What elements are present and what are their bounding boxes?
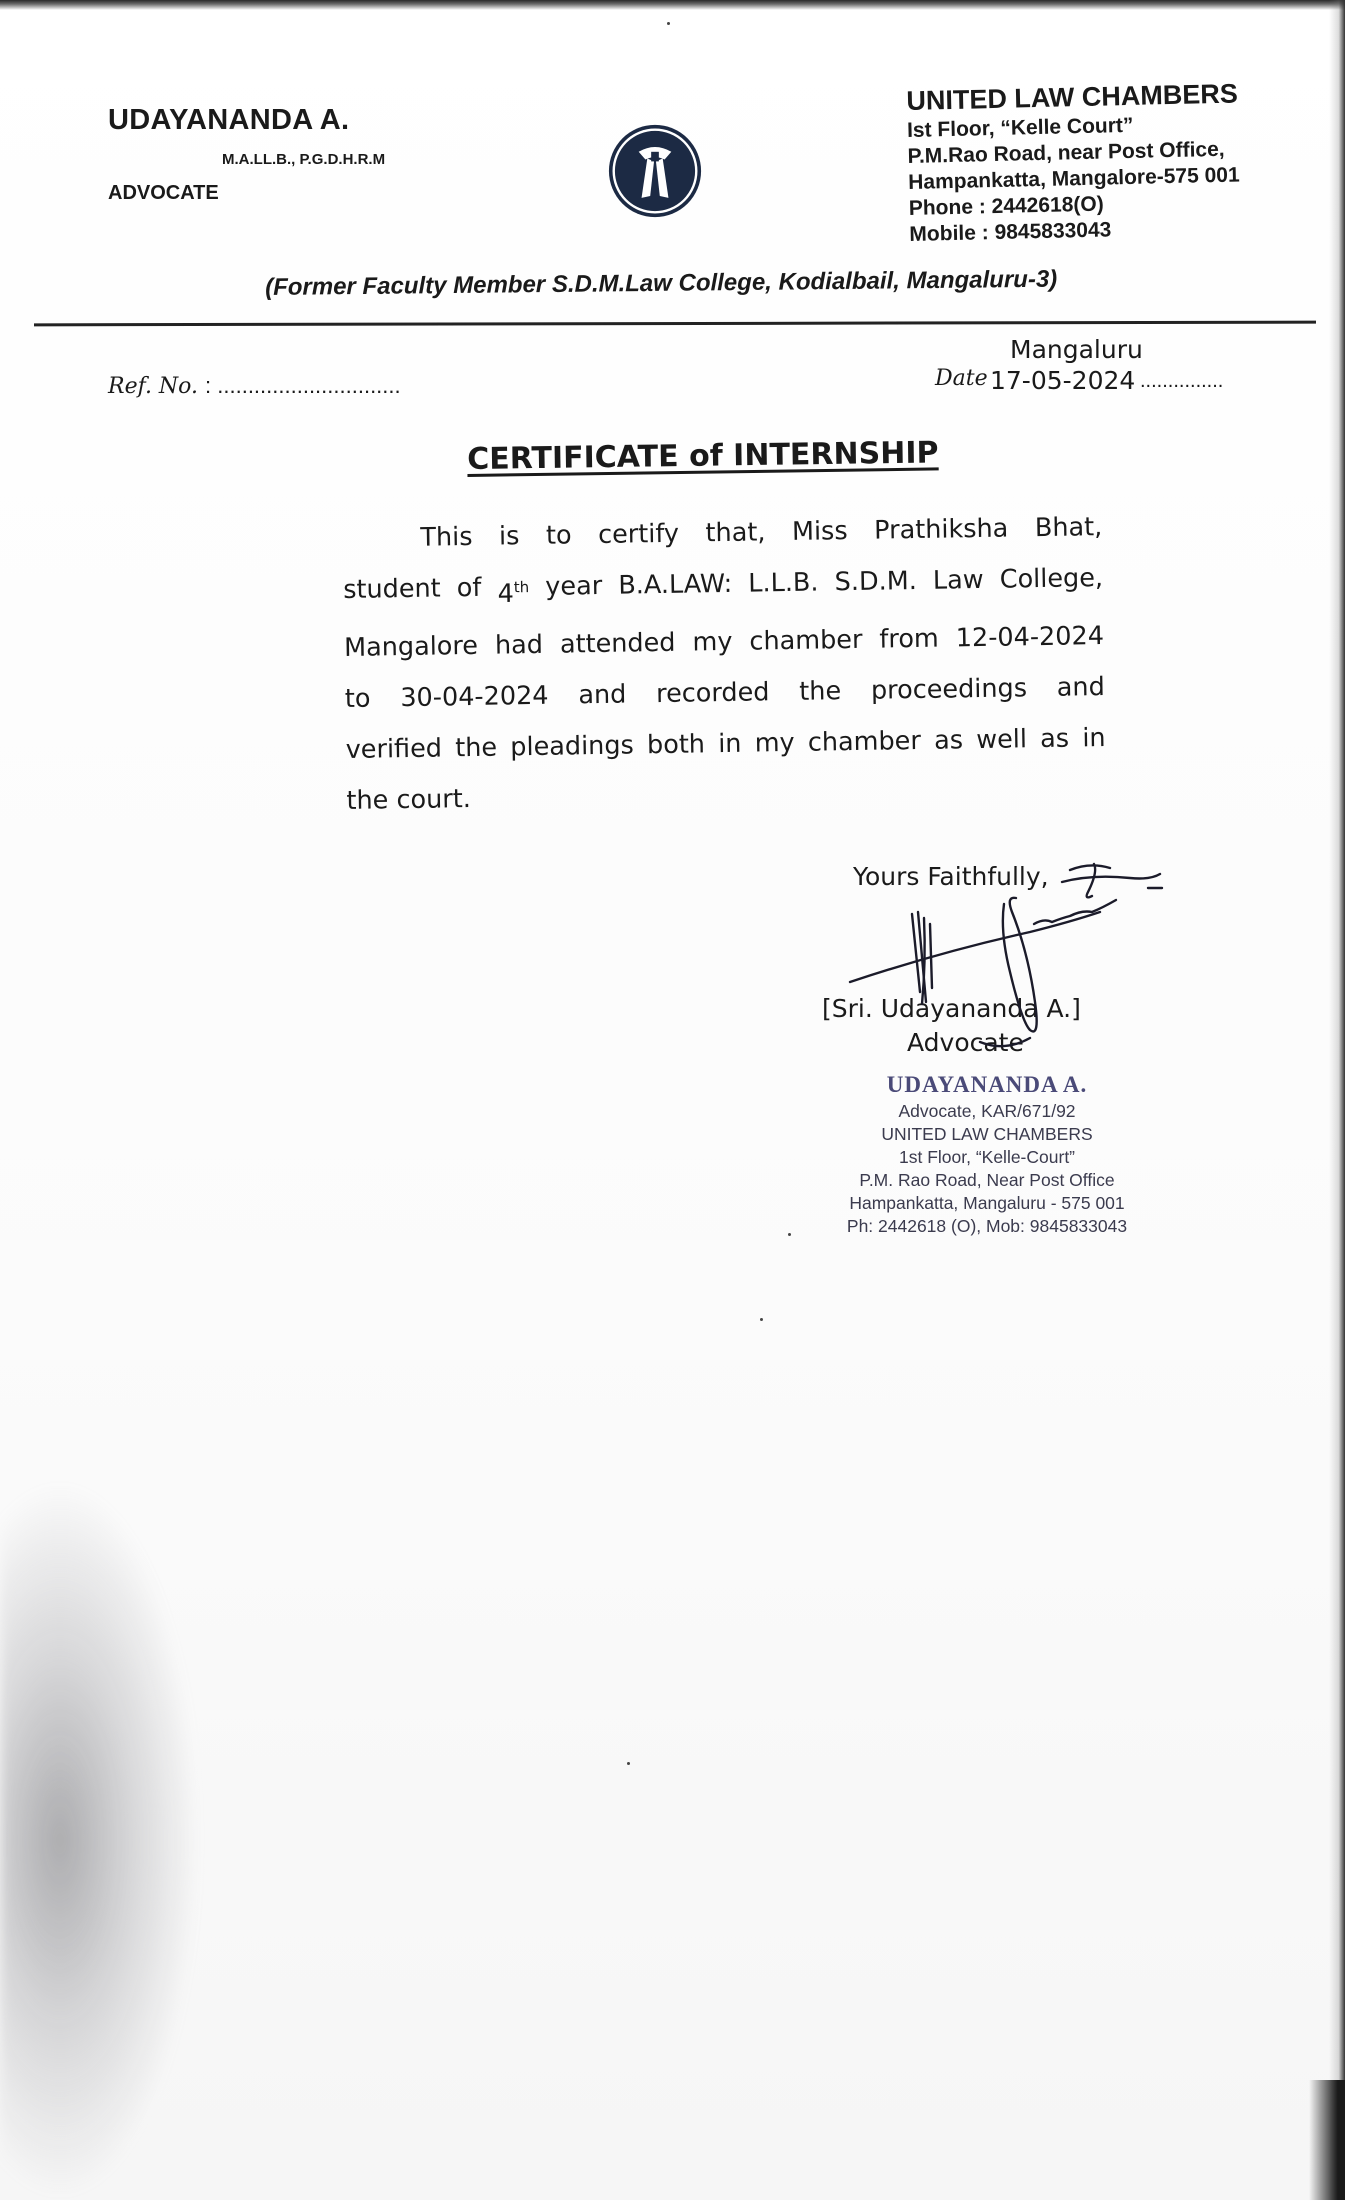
- body-word: chamber: [749, 624, 863, 657]
- body-word: Miss: [791, 516, 848, 547]
- year-number: 4: [497, 578, 515, 610]
- scan-top-shadow: [0, 0, 1345, 10]
- chambers-mobile: Mobile : 9845833043: [909, 218, 1112, 246]
- chambers-address-line: P.M.Rao Road, near Post Office,: [907, 137, 1225, 168]
- body-word: College,: [999, 563, 1104, 595]
- body-word: both: [646, 728, 706, 760]
- body-word: Prathiksha: [873, 513, 1009, 546]
- body-word: that,: [705, 517, 766, 549]
- body-word: had: [494, 629, 544, 661]
- letterhead-divider: [34, 321, 1316, 327]
- scan-corner-shadow: [1309, 2080, 1345, 2200]
- chambers-address-block: [906, 74, 1330, 247]
- body-word: recorded: [655, 676, 770, 709]
- body-word: in: [1082, 722, 1106, 753]
- body-word: year: [545, 570, 603, 602]
- year-suffix: th: [513, 578, 530, 597]
- closing-text: Yours Faithfully,: [853, 862, 1049, 891]
- stamp-name: UDAYANANDA A.: [886, 1072, 1088, 1097]
- body-word: the: [799, 675, 842, 707]
- handwritten-signature: [830, 852, 1170, 1062]
- stamp-line: Ph: 2442618 (O), Mob: 9845833043: [846, 1216, 1128, 1236]
- advocate-name: UDAYANANDA A.: [108, 104, 350, 136]
- scan-speck: [627, 1762, 630, 1765]
- body-word: Bhat,: [1034, 512, 1103, 544]
- body-word: the: [454, 732, 498, 763]
- body-word: proceedings: [870, 672, 1028, 706]
- body-word: in: [717, 728, 742, 759]
- ref-label: Ref. No.: [108, 374, 199, 399]
- scan-speck: [788, 1233, 791, 1236]
- body-line: [346, 764, 1107, 827]
- faculty-note: (Former Faculty Member S.D.M.Law College, Kodialbail, Mangaluru-3): [265, 265, 1058, 301]
- chambers-address-line: Hampankatta, Mangalore-575 001: [907, 163, 1240, 194]
- body-word: of: [456, 572, 482, 604]
- stamp-line: 1st Floor, “Kelle-Court”: [898, 1147, 1076, 1167]
- advocate-role: ADVOCATE: [108, 182, 219, 204]
- body-word: my: [692, 626, 733, 658]
- stamp-line: Hampankatta, Mangaluru - 575 001: [849, 1193, 1125, 1213]
- advocate-stamp: [812, 1070, 1162, 1238]
- stamp-line: Advocate, KAR/671/92: [898, 1101, 1076, 1121]
- body-word: pleadings: [510, 729, 635, 762]
- body-word: to: [545, 520, 572, 551]
- stamp-line: P.M. Rao Road, Near Post Office: [859, 1170, 1115, 1190]
- date-value: 17-05-2024: [990, 366, 1136, 395]
- thumb-shadow: [0, 1480, 200, 2200]
- place: Mangaluru: [1010, 335, 1143, 364]
- body-word: my: [754, 727, 795, 759]
- body-word: 30-04-2024: [400, 680, 549, 713]
- chambers-address-line: Ist Floor, “Kelle Court”: [906, 113, 1134, 142]
- body-word: verified: [345, 732, 443, 765]
- body-word: Mangalore: [343, 630, 479, 663]
- body-word: from: [879, 623, 939, 655]
- body-word: L.L.B.: [748, 567, 819, 599]
- body-word: is: [498, 521, 520, 552]
- scan-speck: [760, 1318, 763, 1321]
- scan-right-edge: [1329, 0, 1345, 2200]
- body-word: S.D.M.: [834, 565, 918, 598]
- body-word: B.A.LAW:: [618, 568, 733, 601]
- certificate-body: [342, 502, 1107, 826]
- advocate-qualifications: M.A.LL.B., P.G.D.H.R.M: [222, 151, 386, 168]
- date-label: Date: [935, 366, 988, 391]
- stamp-line: UNITED LAW CHAMBERS: [881, 1124, 1093, 1144]
- advocate-bands-emblem-icon: [607, 123, 703, 219]
- body-word: chamber: [807, 725, 922, 758]
- body-word: certify: [597, 518, 680, 550]
- certificate-title: CERTIFICATE of INTERNSHIP: [467, 435, 939, 477]
- ref-value: : ..............................: [205, 373, 401, 398]
- chambers-phone: Phone : 2442618(O): [908, 192, 1104, 220]
- body-word: 12-04-2024: [955, 620, 1105, 653]
- body-word: as: [933, 724, 964, 756]
- signer-title: Advocate: [907, 1028, 1024, 1057]
- scan-speck: [667, 22, 670, 25]
- chambers-title: UNITED LAW CHAMBERS: [906, 78, 1239, 116]
- body-word: to: [344, 683, 371, 714]
- body-word: and: [578, 679, 627, 710]
- body-word: and: [1056, 671, 1106, 703]
- body-word: the court.: [346, 783, 472, 816]
- body-word: This: [420, 521, 473, 553]
- body-word: [497, 562, 530, 620]
- body-word: student: [342, 573, 441, 605]
- reference-number: [108, 373, 401, 399]
- body-word: as: [1039, 723, 1070, 754]
- date-dots: ...............: [1140, 370, 1224, 392]
- body-word: well: [975, 723, 1028, 755]
- signer-name: [Sri. Udayananda A.]: [822, 994, 1081, 1023]
- body-word: attended: [559, 627, 676, 660]
- body-word: Law: [932, 564, 984, 596]
